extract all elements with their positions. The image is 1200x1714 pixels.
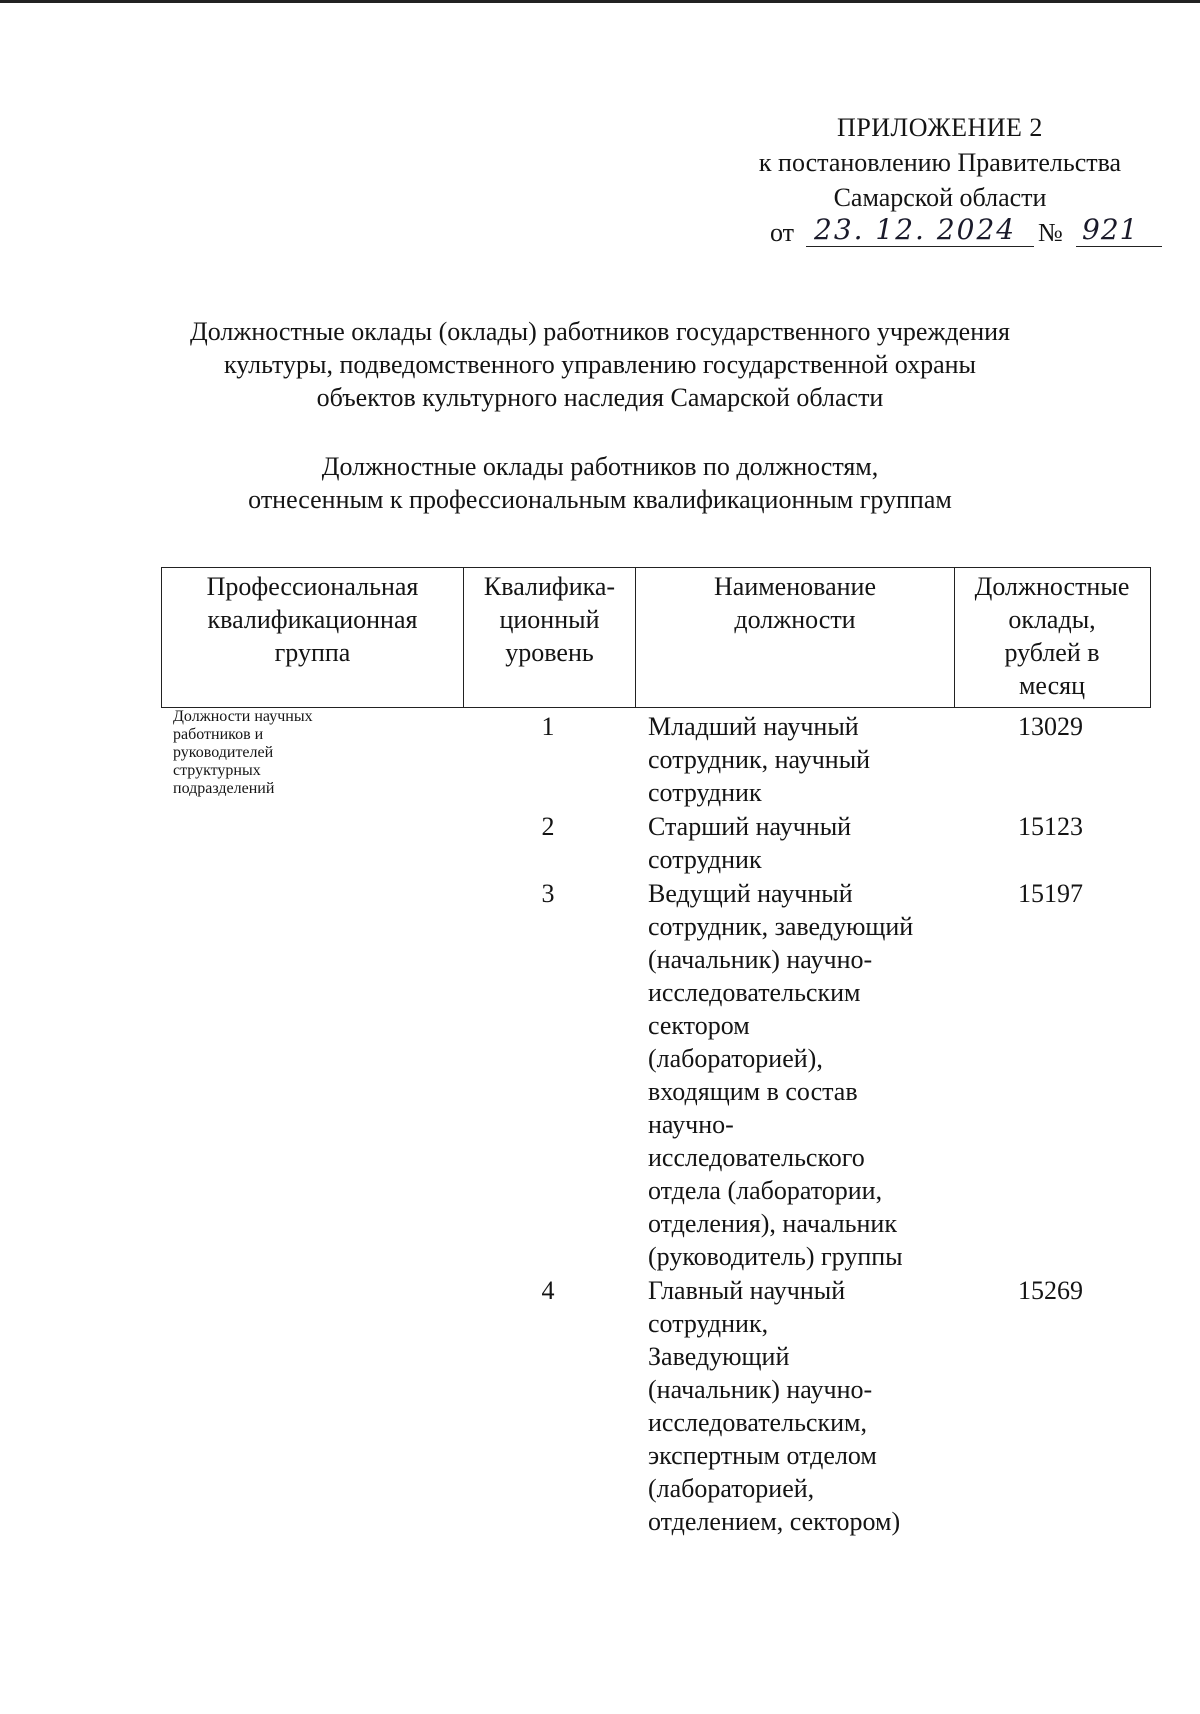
table-header xyxy=(161,567,1151,708)
group-spacer xyxy=(161,810,462,876)
date-prefix: от xyxy=(770,218,795,247)
group-spacer xyxy=(161,1274,462,1538)
salary-cell: 13029 xyxy=(1018,712,1083,741)
document-title-line: Должностные оклады (оклады) работников государственного учреждения xyxy=(190,317,1010,346)
group-spacer xyxy=(161,877,462,1273)
document-title-line: культуры, подведомственного управлению государственной охраны xyxy=(224,350,976,379)
document-subtitle-line: Должностные оклады работников по должностям, xyxy=(321,452,879,481)
document-title xyxy=(150,315,1050,414)
document-subtitle xyxy=(150,450,1050,516)
level-cell: 3 xyxy=(541,879,555,908)
table-body xyxy=(161,708,1151,1538)
table-row xyxy=(161,810,1151,876)
salary-cell: 15197 xyxy=(1018,879,1083,908)
document-title-line: объектов культурного наследия Самарской области xyxy=(316,383,884,412)
table-row xyxy=(161,877,1151,1273)
appendix-line-region: Самарской области xyxy=(833,183,1047,212)
level-cell: 1 xyxy=(541,712,555,741)
group-spacer xyxy=(161,710,462,809)
level-cell: 2 xyxy=(541,812,555,841)
number-sign: № xyxy=(1038,218,1063,247)
header-position-name: Наименование должности xyxy=(635,568,954,707)
position-cell: Старший научный сотрудник xyxy=(648,812,852,874)
header-salary: Должностные оклады, рублей в месяц xyxy=(954,568,1149,707)
salary-cell: 15269 xyxy=(1018,1276,1083,1305)
position-cell: Главный научный сотрудник, Заведующий (начальник) научно- исследовательским, экспертным отделом (лабораторией, отделением, сектором) xyxy=(648,1276,901,1536)
table-row xyxy=(161,710,1151,809)
appendix-dateline xyxy=(770,215,1170,251)
appendix-header xyxy=(730,110,1150,247)
appendix-line-resolution: к постановлению Правительства xyxy=(758,148,1122,177)
document-subtitle-line: отнесенным к профессиональным квалификационным группам xyxy=(248,485,952,514)
handwritten-date: 23. 12. 2024 xyxy=(806,215,1034,247)
salary-cell: 15123 xyxy=(1018,812,1083,841)
handwritten-number: 921 xyxy=(1076,215,1162,247)
salary-table xyxy=(161,567,1151,1538)
position-cell: Младший научный сотрудник, научный сотрудник xyxy=(648,712,871,807)
qualification-group-cell: Должности научных работников и руководителей структурных подразделений xyxy=(173,708,313,797)
table-row xyxy=(161,1274,1151,1538)
header-qualification-group: Профессиональная квалификационная группа xyxy=(206,572,419,667)
header-qualification-level: Квалифика- ционный уровень xyxy=(463,568,635,707)
scan-top-edge xyxy=(0,0,1200,3)
position-cell: Ведущий научный сотрудник, заведующий (начальник) научно- исследовательским сектором (лабораторией), входящим в состав научно- исследовательского отдела (лаборатории, отделения), начальник (руководитель) группы xyxy=(648,879,914,1271)
appendix-title: ПРИЛОЖЕНИЕ 2 xyxy=(837,113,1043,142)
level-cell: 4 xyxy=(541,1276,555,1305)
